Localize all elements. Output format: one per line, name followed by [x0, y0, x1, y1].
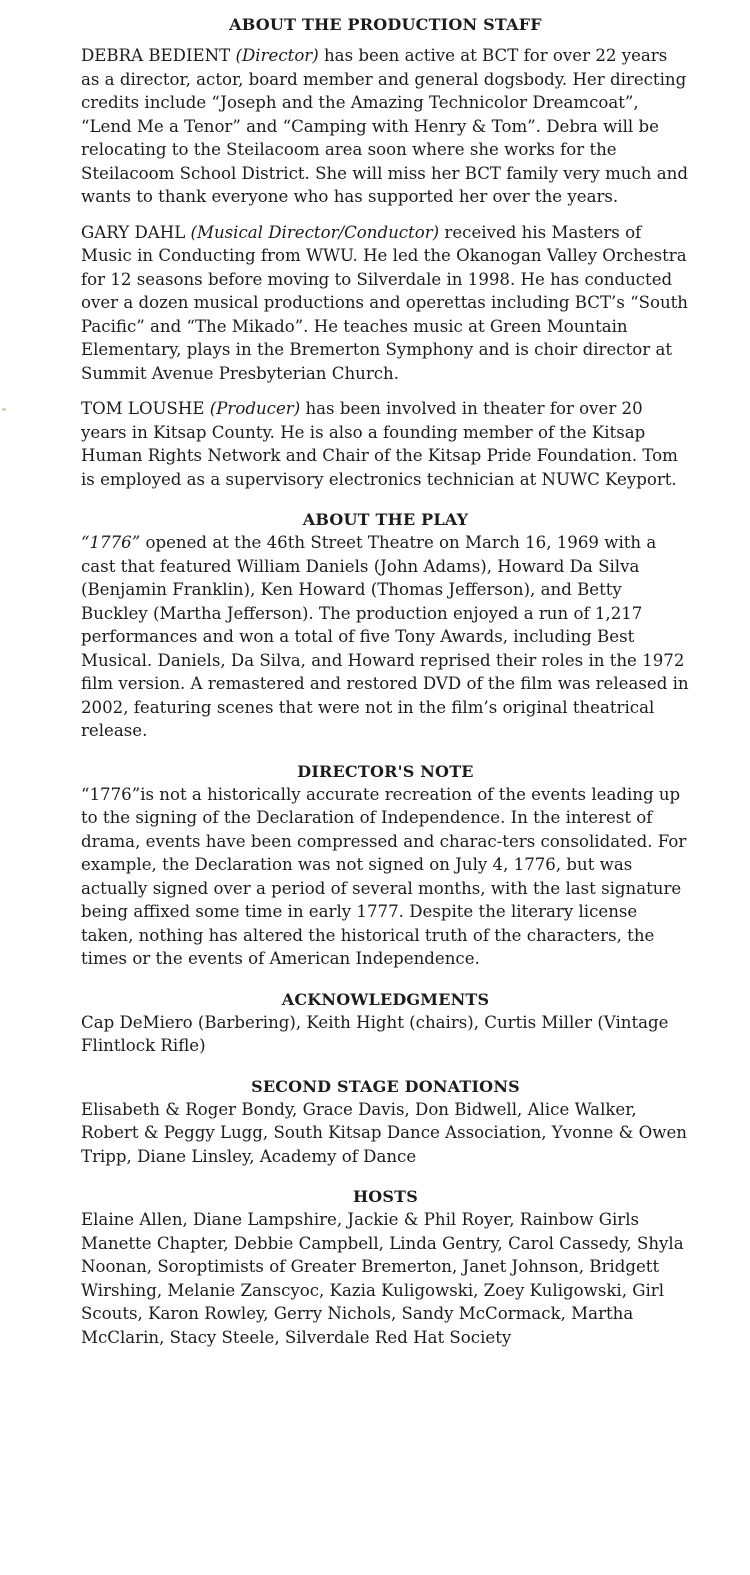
bio-text: has been involved in theater for over 20 years in Kitsap County. He is also a founding member of the Kitsap Human Rights Network and Chair of the Kitsap Pride Foundation. Tom is employed as a supervisory electronics technician at NUWC Keyport.: [81, 399, 678, 489]
bio-debra-bedient: [81, 44, 690, 209]
bio-role: (Producer): [209, 399, 301, 418]
about-play-text: [81, 531, 690, 743]
about-play-heading: ABOUT THE PLAY: [302, 510, 469, 529]
bio-text: has been active at BCT for over 22 years as a director, actor, board member and general dogsbody. Her directing credits include “Joseph and the Amazing Technicolor Dreamcoat”, “Lend Me a Tenor” and “Camping with Henry & Tom”. Debra will be relocating to the Steilacoom area soon where she works for the Steilacoom School District. She will miss her BCT family very much and wants to thank everyone who has supported her over the years.: [81, 46, 688, 206]
bio-name: TOM LOUSHE: [81, 399, 205, 418]
hosts-text: Elaine Allen, Diane Lampshire, Jackie & Phil Royer, Rainbow Girls Manette Chapter, Debbie Campbell, Linda Gentry, Carol Cassedy, Shyla Noonan, Soroptimists of Greater Bremerton, Janet Johnson, Bridgett Wirshing, Melanie Zanscyoc, Kazia Kuligowski, Zoey Kuligowski, Girl Scouts, Karon Rowley, Gerry Nichols, Sandy McCormack, Martha McClarin, Stacy Steele, Silverdale Red Hat Society: [81, 1210, 684, 1347]
paper-speck: [2, 408, 6, 411]
acknowledgments-text: Cap DeMiero (Barbering), Keith Hight (chairs), Curtis Miller (Vintage Flintlock Rifle): [81, 1012, 669, 1055]
bio-role: (Director): [235, 46, 319, 65]
hosts-heading: HOSTS: [352, 1187, 419, 1206]
directors-note-text: “1776”is not a historically accurate recreation of the events leading up to the signing of the Declaration of Independence. In the interest of drama, events have been compressed and charac-ters consolidated. For example, the Declaration was not signed on July 4, 1776, but was actually signed over a period of several months, with the last signature being affixed some time in early 1777. Despite the literary license taken, nothing has altered the historical truth of the characters, the times or the events of American Independence.: [81, 784, 687, 968]
play-description: opened at the 46th Street Theatre on March 16, 1969 with a cast that featured William Daniels (John Adams), Howard Da Silva (Benjamin Franklin), Ken Howard (Thomas Jefferson), and Betty Buckley (Martha Jefferson). The production enjoyed a run of 1,217 performances and won a total of five Tony Awards, including Best Musical. Daniels, Da Silva, and Howard reprised their roles in the 1972 film version. A remastered and restored DVD of the film was released in 2002, featuring scenes that were not in the film’s original theatrical release.: [81, 533, 689, 740]
production-staff-heading: ABOUT THE PRODUCTION STAFF: [229, 15, 542, 34]
donations-text: Elisabeth & Roger Bondy, Grace Davis, Don Bidwell, Alice Walker, Robert & Peggy Lugg, South Kitsap Dance Association, Yvonne & Owen Tripp, Diane Linsley, Academy of Dance: [81, 1099, 687, 1166]
bio-tom-loushe: [81, 397, 690, 491]
bio-text: received his Masters of Music in Conducting from WWU. He led the Okanogan Valley Orchestra for 12 seasons before moving to Silverdale in 1998. He has conducted over a dozen musical productions and operettas including BCT’s “South Pacific” and “The Mikado”. He teaches music at Green Mountain Elementary, plays in the Bremerton Symphony and is choir director at Summit Avenue Presbyterian Church.: [81, 222, 688, 383]
donations-heading: SECOND STAGE DONATIONS: [251, 1076, 520, 1096]
directors-note-heading: DIRECTOR'S NOTE: [297, 761, 474, 781]
bio-role: (Musical Director/Conductor): [190, 222, 440, 242]
bio-name: GARY DAHL: [81, 222, 186, 242]
play-title: “1776”: [81, 533, 141, 552]
bio-name: DEBRA BEDIENT: [81, 46, 231, 65]
bio-gary-dahl: [81, 221, 690, 386]
acknowledgments-heading: ACKNOWLEDGMENTS: [281, 989, 490, 1009]
